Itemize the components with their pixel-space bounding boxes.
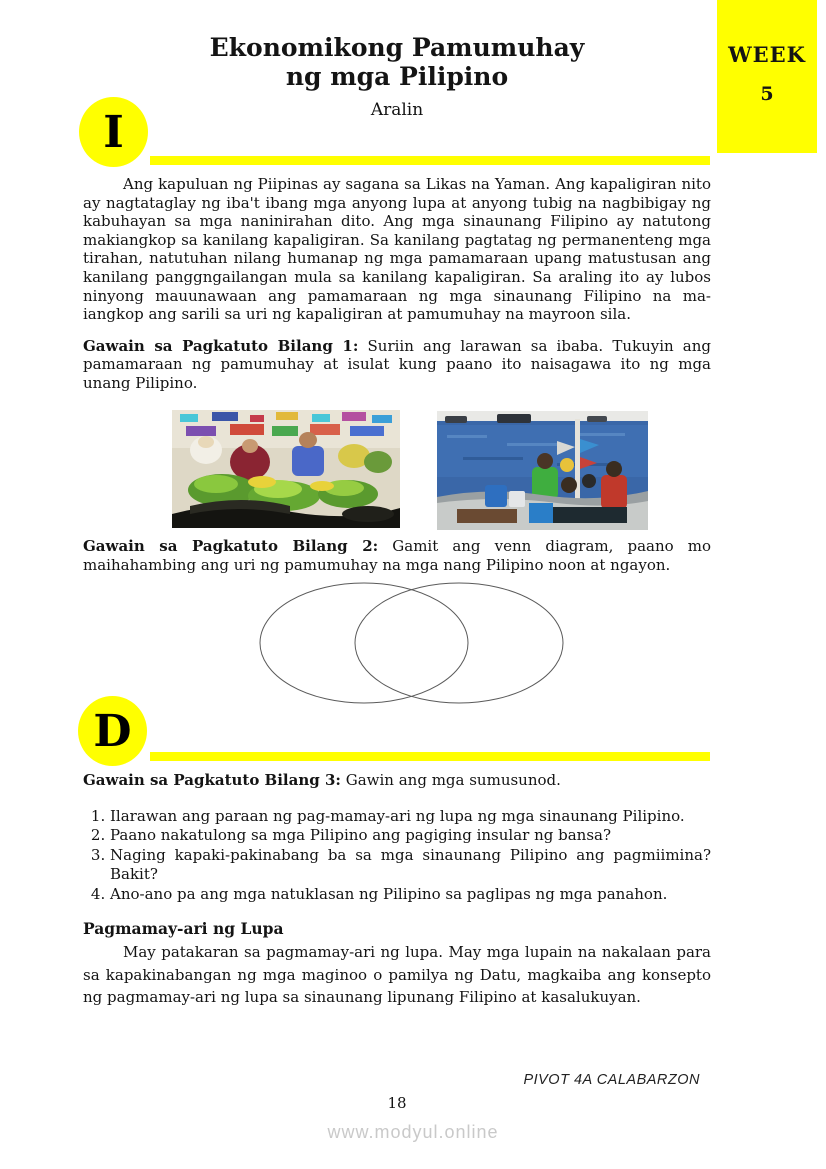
activity-3-label: Gawain sa Pagkatuto Bilang 3: [83, 771, 341, 789]
venn-diagram-circles [256, 581, 564, 705]
venn-diagram [256, 581, 564, 705]
question-item-4: 4. Ano-ano pa ang mga natuklasan ng Pilipino sa paglipas ng mga panahon. [110, 885, 711, 905]
activity-2 [83, 537, 711, 574]
intro-section [83, 175, 711, 393]
week-label: WEEK [728, 42, 806, 67]
development-section [83, 771, 711, 1009]
yellow-divider-bar [150, 156, 710, 165]
page-number: 18 [387, 1094, 407, 1112]
question-item-1: 1. Ilarawan ang paraan ng pag-mamay-ari ng lupa ng mga sinaunang Pilipino. [110, 807, 711, 827]
activity-3 [83, 771, 711, 790]
land-ownership-heading: Pagmamay-ari ng Lupa [83, 919, 284, 939]
land-ownership-paragraph: May patakaran sa pagmamay-ari ng lupa. May mga lupain na nakalaan para sa kapakinabangan ng mga maginoo o pamilya ng Datu, magkaiba ang konsepto ng pagmamay-ari ng lupa sa sinaunang lipunang Filipino at kasalukuyan. [83, 943, 711, 1007]
page-title [83, 33, 711, 91]
fishing-boat-illustration [437, 411, 648, 530]
activity-2-text: Gamit ang venn diagram, paano mo maihahambing ang uri ng pamumuhay na mga nang Pilipino noon at ngayon. [83, 537, 711, 574]
activity-2-label: Gawain sa Pagkatuto Bilang 2: [83, 537, 379, 555]
floating-market-illustration [172, 410, 400, 528]
page-title-line1: Ekonomikong Pamumuhay [209, 33, 585, 62]
question-item-2: 2. Paano nakatulong sa mga Pilipino ang pagiging insular ng bansa? [110, 826, 711, 846]
floating-market-photo [172, 410, 400, 528]
activity-3-text: Gawin ang mga sumusunod. [345, 771, 561, 789]
pivot-brand-footer: PIVOT 4A CALABARZON [523, 1072, 700, 1088]
activity-2-section [83, 537, 711, 574]
intro-paragraph: Ang kapuluan ng Piipinas ay sagana sa Likas na Yaman. Ang kapaligiran nito ay nagtataglay ng iba't ibang mga anyong lupa at anyong tubig na nagbibigay ng kabuhayan sa mga naninirahan dito. Ang mga sinaunang Filipino ay natutong makiangkop sa kanilang kapaligiran. Sa kanilang pagtatag ng permanenteng mga tirahan, natutuhan nilang humanap ng mga pamamaraan upang matustusan ang kanilang panggngailangan mula sa kanilang kapaligiran. Sa araling ito ay lubos ninyong mauunawaan ang pamamaraan ng mga sinaunang Filipino na ma-iangkop ang sarili sa uri ng kapaligiran at pamumuhay na mayroon sila. [83, 175, 711, 324]
website-watermark: www.modyul.online [327, 1122, 499, 1142]
section-marker-i: I [79, 97, 148, 167]
activity-1 [83, 337, 711, 393]
question-item-3: 3. Naging kapaki-pakinabang ba sa mga sinaunang Pilipino ang pagmiimina? Bakit? [110, 846, 711, 885]
section-marker-d: D [78, 696, 147, 766]
yellow-divider-bar-2 [150, 752, 710, 761]
fishing-boat-photo [437, 411, 648, 530]
week-badge [717, 0, 817, 153]
question-list [83, 807, 711, 905]
activity-1-label: Gawain sa Pagkatuto Bilang 1: [83, 336, 359, 355]
page-subtitle: Aralin [370, 100, 424, 120]
week-number: 5 [760, 83, 774, 105]
activity-1-text: Suriin ang larawan sa ibaba. Tukuyin ang pamamaraan ng pamumuhay at isulat kung paano ito naisagawa ito ng mga unang Pilipino. [83, 336, 712, 392]
title-block [83, 33, 711, 120]
page-title-line2: ng mga Pilipino [285, 62, 509, 91]
